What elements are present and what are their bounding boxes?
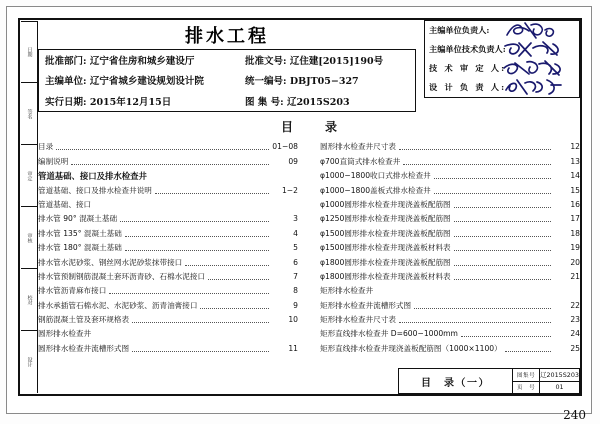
unified-number-label: 统一编号: [245,76,287,88]
handwritten-signature [503,21,579,40]
toc-entry[interactable] [320,154,580,168]
toc-entry-label: 矩形直线排水检查井现浇盖板配筋图（1000×1100） [320,343,502,353]
toc-entry [38,327,298,341]
margin-signature-strip [21,21,38,393]
toc-entry[interactable] [320,270,580,284]
page-number-row [513,382,579,394]
toc-leader-dots [376,293,551,294]
toc-entry[interactable] [38,140,298,154]
editor-unit-label: 主编单位: [45,76,87,88]
toc-leader-dots [132,350,269,352]
toc-leader-dots [94,336,269,337]
approval-number-value: 辽住建[2015]190号 [289,56,384,68]
toc-entry[interactable] [38,284,298,298]
margin-cell-label: 审定 [26,170,33,181]
toc-leader-dots [155,192,269,194]
toc-entry-label: 圆形排水检查井 [38,329,92,339]
toc-entry-page: 11 [288,343,298,353]
toc-entry-label: 矩形排水检查井 [320,286,374,296]
handwritten-signature [503,59,579,78]
title-block [398,368,580,394]
toc-entry[interactable] [38,226,298,240]
margin-cell [21,83,38,145]
effective-date-label: 实行日期: [45,96,87,108]
toc-entry[interactable] [38,298,298,312]
header-block [38,20,580,112]
signature-label: 技 术 审 定 人: [429,63,507,73]
toc-leader-dots [185,264,269,266]
toc-entry-label: 编制说明 [38,156,69,166]
page-number-value: 01 [555,383,564,392]
toc-entry-label: φ700直筒式排水检查井 [320,156,401,166]
toc-entry[interactable] [38,341,298,355]
toc-entry[interactable] [320,226,580,240]
page-number-key: 页 号 [513,382,540,394]
signature-row [425,21,579,40]
signature-row [425,59,579,78]
toc-entry-label: 矩形排水检查井尺寸表 [320,315,396,325]
toc-leader-dots [434,177,551,179]
toc-entry[interactable] [38,270,298,284]
toc-entry-page: 10 [288,315,298,325]
toc-entry-page [272,339,298,341]
page-title: 排水工程 [185,26,269,47]
toc-leader-dots [109,292,269,294]
sheet-content [38,20,580,394]
approval-number-label: 批准文号: [245,56,287,68]
toc-entry[interactable] [320,241,580,255]
toc-entry[interactable] [320,198,580,212]
header-info-row [39,91,415,111]
toc-leader-dots [454,206,551,208]
toc-leader-dots [505,350,551,352]
book-page-number: 240 [563,408,586,422]
margin-cell [21,207,38,269]
toc-entry [320,284,580,298]
toc-entry-page: 21 [570,271,580,281]
toc-columns [38,140,580,368]
toc-leader-dots [454,249,551,251]
signature-label: 主编单位技术负责人: [429,44,506,54]
toc-entry-page: 15 [570,185,580,195]
toc-entry-page [272,181,298,183]
signature-label: 设 计 负 责 人: [429,82,507,92]
atlas-number-label: 图 集 号: [245,96,284,108]
toc-entry-label: 管道基础、接口及排水检查井 [38,171,147,182]
toc-entry-page: 13 [570,156,580,166]
toc-leader-dots [454,278,551,280]
toc-leader-dots [125,249,269,251]
margin-cell-label: 校对 [26,294,33,305]
toc-entry[interactable] [320,341,580,355]
toc-leader-dots [414,307,551,309]
toc-leader-dots [56,148,269,150]
editor-unit-cell [39,73,243,87]
toc-leader-dots [454,264,551,266]
margin-cell [21,21,38,83]
toc-entry-page: 18 [570,228,580,238]
toc-entry-page: 1−2 [281,185,298,195]
handwritten-signature [503,40,579,59]
toc-entry-label: φ1800圆形排水检查井现浇盖板材料表 [320,271,451,281]
toc-entry-page: 16 [570,199,580,209]
toc-entry-page: 4 [293,228,298,238]
toc-leader-dots [434,192,551,194]
toc-leader-dots [94,207,269,208]
toc-entry[interactable] [38,241,298,255]
toc-entry-label: φ1500圆形排水检查井现浇盖板材料表 [320,243,451,253]
toc-left-column [38,140,298,368]
atlas-number-row [513,369,579,382]
title-block-right [513,369,579,393]
toc-leader-dots [454,220,551,222]
toc-entry-label: 管道基础、接口 [38,199,92,209]
sheet-name: 目 录（一） [399,369,513,393]
toc-leader-dots [461,335,551,337]
signature-label: 主编单位负责人: [429,25,490,35]
toc-entry[interactable] [320,169,580,183]
margin-cell [21,269,38,331]
toc-entry-page: 17 [570,214,580,224]
approval-number-cell [243,53,415,67]
header-info-table [38,49,416,112]
editor-unit-value: 辽宁省城乡建设规划设计院 [89,76,204,88]
effective-date-value: 2015年12月15日 [89,96,172,108]
toc-entry-page: 24 [570,329,580,339]
toc-entry-label: φ1500圆形排水检查井现浇盖板配筋图 [320,228,451,238]
toc-leader-dots [120,220,269,222]
toc-entry[interactable] [320,255,580,269]
toc-entry-page: 3 [293,214,298,224]
toc-entry[interactable] [38,212,298,226]
header-info-row [39,50,415,70]
toc-entry-page: 12 [570,142,580,152]
toc-entry-label: φ1000圆形排水检查井现浇盖板配筋图 [320,199,451,209]
toc-entry-label: 排水管水泥砂浆、钢丝网水泥砂浆抹带接口 [38,257,183,267]
toc-entry-page: 14 [570,171,580,181]
toc-entry[interactable] [38,313,298,327]
toc-entry-page: 20 [570,257,580,267]
toc-section-title: 目 录 [280,120,347,134]
approval-department-label: 批准部门: [45,56,87,68]
toc-right-column [320,140,580,368]
atlas-number-value: 辽2015S203 [540,371,579,380]
approval-department-cell [39,53,243,67]
toc-entry[interactable] [38,183,298,197]
toc-entry[interactable] [320,212,580,226]
atlas-number-key: 图集号 [513,369,540,381]
signature-row [425,40,579,59]
toc-entry-page: 22 [570,300,580,310]
toc-entry[interactable] [320,327,580,341]
toc-entry-label: 排水管 90° 混凝土基础 [38,214,118,224]
handwritten-signature [503,78,579,97]
approval-department-value: 辽宁省住房和城乡建设厅 [89,56,195,68]
header-left [38,20,416,112]
header-info-row [39,70,415,90]
toc-entry-label: 排水管预制钢筋混凝土套环沥青砂、石棉水泥接口 [38,271,206,281]
toc-entry-page: 19 [570,243,580,253]
toc-entry [38,198,298,212]
toc-entry-page: 9 [293,300,298,310]
toc-leader-dots [399,148,551,150]
toc-leader-dots [71,163,269,165]
toc-leader-dots [399,321,551,323]
toc-entry-page: 8 [293,286,298,296]
margin-cell-label: 签名 [26,108,33,119]
signature-row [425,78,579,97]
toc-leader-dots [454,235,551,237]
toc-entry-label: 圆形排水检查井流槽形式图 [38,343,130,353]
toc-entry[interactable] [38,255,298,269]
toc-entry-label: φ1000−1800收口式排水检查井 [320,171,431,181]
toc-entry-page: 09 [288,156,298,166]
toc-entry-page: 01−08 [272,142,298,152]
toc-entry-page [272,210,298,212]
toc-entry-page [554,296,580,298]
toc-heading [38,169,298,183]
margin-cell-label: 日期 [26,47,33,57]
toc-entry-label: 排水管 135° 混凝土基础 [38,228,122,238]
toc-entry-page: 5 [293,243,298,253]
toc-entry[interactable] [320,298,580,312]
margin-cell [21,145,38,207]
toc-entry-label: φ1250圆形排水检查井现浇盖板配筋图 [320,214,451,224]
margin-cell-label: 设计 [26,356,33,367]
unified-number-cell [243,73,415,87]
effective-date-cell [39,94,243,108]
toc-entry[interactable] [320,313,580,327]
toc-entry-label: 排水承插管石棉水泥、水泥砂浆、沥青油膏接口 [38,300,198,310]
toc-entry-label: 钢筋混凝土管及套环规格表 [38,315,130,325]
toc-entry-label: 目录 [38,142,54,152]
toc-entry-label: 排水管沥青麻布接口 [38,286,107,296]
toc-entry-label: 圆形排水检查井尺寸表 [320,142,396,152]
toc-leader-dots [200,307,269,309]
unified-number-value: DBJT05−327 [289,76,359,88]
toc-leader-dots [403,163,551,165]
toc-entry-label: φ1000−1800盖板式排水检查井 [320,185,431,195]
toc-entry[interactable] [38,154,298,168]
toc-entry-label: 矩形排水检查井流槽形式图 [320,300,412,310]
toc-leader-dots [132,321,269,323]
margin-cell [21,331,38,392]
toc-entry-page: 7 [293,271,298,281]
toc-leader-dots [125,235,269,237]
signature-table [424,20,580,98]
toc-entry-label: 矩形直线排水检查井 D=600−1000mm [320,329,458,339]
toc-entry-label: 排水管 180° 混凝土基础 [38,243,122,253]
toc-entry-page: 6 [293,257,298,267]
toc-leader-dots [208,278,269,280]
toc-entry-label: φ1800圆形排水检查井现浇盖板配筋图 [320,257,451,267]
toc-entry-page: 25 [570,343,580,353]
margin-cell-label: 审核 [26,232,33,243]
toc-entry[interactable] [320,140,580,154]
toc-entry-page: 23 [570,315,580,325]
toc-leader-dots [150,178,269,179]
toc-entry[interactable] [320,183,580,197]
atlas-number-value: 辽2015S203 [286,96,350,108]
atlas-number-cell [243,94,415,108]
toc-entry-label: 管道基础、接口及排水检查井说明 [38,185,152,195]
